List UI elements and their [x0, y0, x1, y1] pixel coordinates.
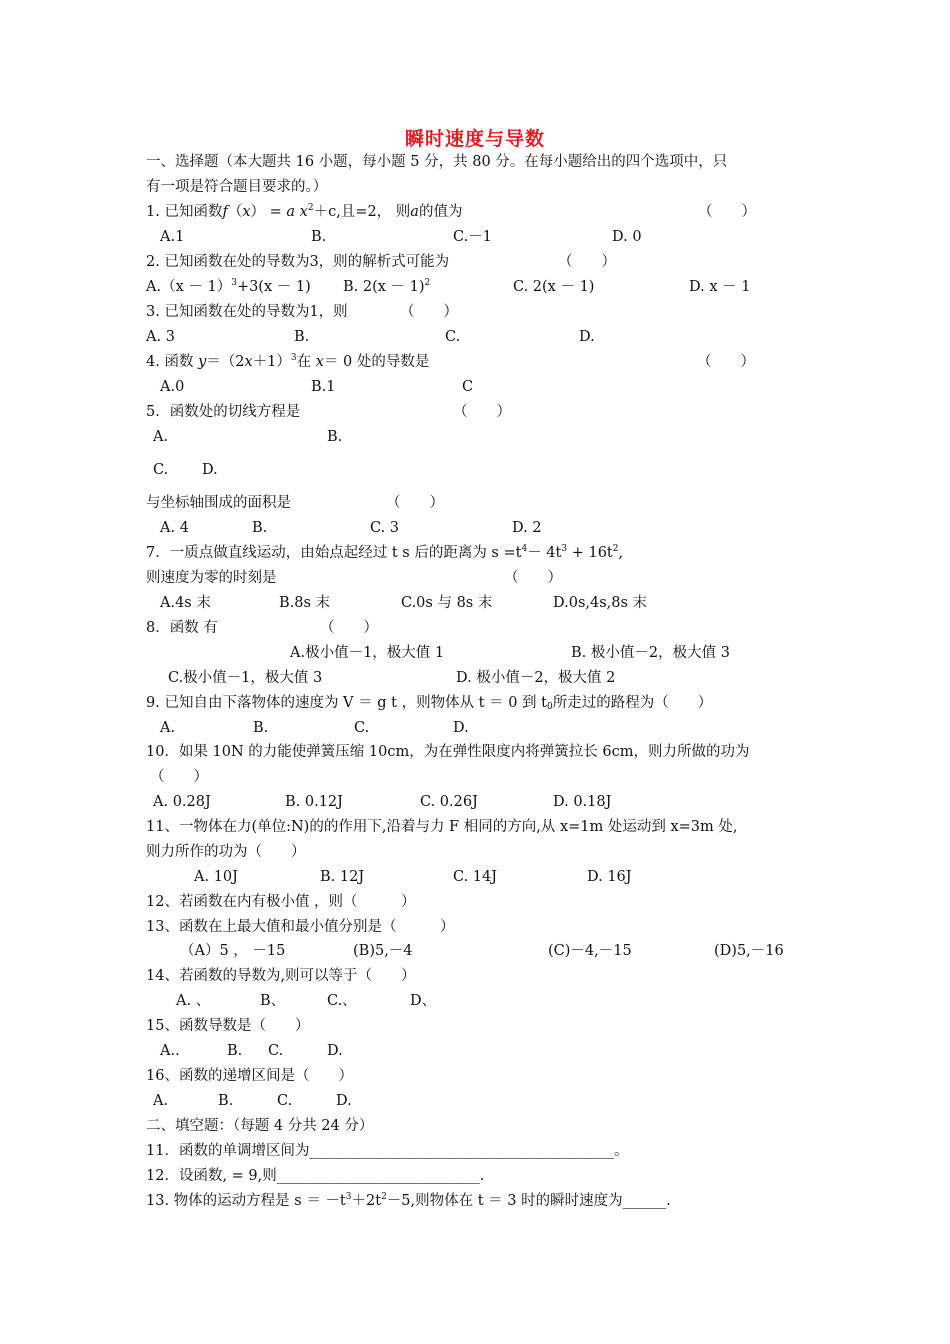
option-b: B.1	[311, 379, 336, 395]
question-12: 12、若函数在内有极小值 ，则（ ）	[146, 894, 416, 910]
option-c: C.－1	[453, 229, 492, 245]
fill-question-13: 13. 物体的运动方程是 $s = -t^3+2t^2-5$,则物体在 t ＝ 3 时的瞬时速度为______.	[146, 1192, 671, 1209]
option-c: C.	[445, 329, 461, 345]
fill-question-11: 11．函数的单调增区间为__________________________________________。	[146, 1143, 629, 1159]
option-b: B. 0.12J	[285, 794, 343, 810]
option-b: B. 极小值－2，极大值 3	[571, 645, 730, 661]
option-b: B.	[311, 229, 327, 245]
question-11-line2: 则力所作的功为（ ）	[146, 844, 306, 860]
option-b: B、	[260, 993, 286, 1009]
question-1: 1. 已知函数f（x） = a $x^2+c$,且=2， 则a的值为	[146, 203, 463, 220]
question-5: 5．函数处的切线方程是	[146, 404, 301, 420]
answer-bracket: （ ）	[400, 304, 458, 320]
option-b: B.	[252, 520, 268, 536]
option-c: C. 2(x － 1)	[513, 279, 595, 295]
question-9: 9. 已知自由下落物体的速度为 V ＝ g t ，则物体从 t ＝ 0 到 $t_0$所走过的路程为（ ）	[146, 695, 713, 712]
option-c: C.、	[327, 993, 357, 1009]
answer-bracket: （ ）	[453, 404, 511, 420]
option-a: A.4s 末	[160, 595, 211, 611]
option-a: A. 4	[160, 520, 189, 536]
answer-bracket: （ ）	[698, 204, 756, 220]
question-13: 13、函数在上最大值和最小值分别是（ ）	[146, 919, 455, 935]
answer-bracket: （ ）	[558, 254, 616, 270]
option-a: A.0	[160, 379, 185, 395]
section1-heading-line1: 一、选择题（本大题共 16 小题，每小题 5 分，共 80 分。在每小题给出的四个选项中，只	[146, 154, 728, 170]
option-b: B.	[227, 1043, 243, 1059]
option-d: D、	[410, 993, 437, 1009]
option-a: （A）5 ， －15	[180, 943, 286, 959]
answer-bracket: （ ）	[150, 769, 208, 785]
option-a: A. 3	[146, 329, 175, 345]
question-2: 2. 已知函数在处的导数为3，则的解析式可能为	[146, 254, 450, 270]
option-d: D. 2	[512, 520, 542, 536]
option-c: C. 0.26J	[420, 794, 478, 810]
option-d: D.	[336, 1093, 352, 1109]
option-b: B.	[327, 429, 343, 445]
option-a: A. 、	[176, 993, 211, 1009]
option-b: B.	[253, 720, 269, 736]
answer-bracket: （ ）	[697, 354, 755, 370]
question-6: 与坐标轴围成的面积是	[146, 495, 291, 511]
fill-question-12: 12．设函数, = 9,则____________________________.	[146, 1168, 485, 1184]
option-d: D. 0.18J	[553, 794, 612, 810]
section2-heading: 二、填空题：（每题 4 分共 24 分）	[146, 1118, 374, 1134]
section1-heading-line2: 有一项是符合题目要求的。）	[146, 179, 328, 195]
answer-bracket: （ ）	[386, 495, 444, 511]
option-d: D.	[327, 1043, 343, 1059]
option-c: C.	[153, 462, 169, 478]
option-a: A.极小值－1，极大值 1	[290, 645, 445, 661]
option-a: A.	[153, 1093, 169, 1109]
question-7: 7．一质点做直线运动，由始点起经过 t s 后的距离为 $s =t^4- 4t^3 + 16t^2$,	[146, 544, 624, 561]
question-16: 16、函数的递增区间是（ ）	[146, 1068, 353, 1084]
option-c: C.	[354, 720, 370, 736]
option-a: A. 10J	[194, 869, 238, 885]
question-14: 14、若函数的导数为,则可以等于（ ）	[146, 968, 416, 984]
option-c: C	[462, 379, 474, 395]
option-c: C.0s 与 8s 末	[401, 595, 493, 611]
question-15: 15、函数导数是（ ）	[146, 1018, 310, 1034]
question-11: 11、一物体在力(单位:N)的的作用下,沿着与力 F 相同的方向,从 x=1m 处运动到 x=3m 处,	[146, 819, 738, 835]
answer-bracket: （ ）	[320, 620, 378, 636]
question-4: 4. 函数 $y=(2x+1)^3$在 x＝ 0 处的导数是	[146, 353, 430, 370]
option-b: B.	[218, 1093, 234, 1109]
question-8: 8．函数 有	[146, 620, 218, 636]
option-d: D.	[453, 720, 469, 736]
option-b: B. $2(x - 1)^2$	[343, 278, 431, 295]
option-b: B.	[294, 329, 310, 345]
option-c: C. 14J	[453, 869, 498, 885]
option-a: A.1	[160, 229, 185, 245]
option-d: D.0s,4s,8s 末	[553, 595, 648, 611]
option-a: A. 0.28J	[153, 794, 211, 810]
option-d: D. 16J	[587, 869, 632, 885]
question-7-line2: 则速度为零的时刻是	[146, 570, 277, 586]
option-d: (D)5,－16	[714, 943, 784, 959]
option-c: C.	[268, 1043, 284, 1059]
option-b: B.8s 末	[279, 595, 331, 611]
answer-bracket: （ ）	[504, 570, 562, 586]
option-c: (C)－4,－15	[548, 943, 632, 959]
option-c: C.极小值－1，极大值 3	[168, 670, 323, 686]
option-d: D. 0	[612, 229, 642, 245]
page-title: 瞬时速度与导数	[404, 128, 545, 150]
question-3: 3. 已知函数在处的导数为1，则	[146, 304, 348, 320]
option-a: A.	[153, 429, 169, 445]
option-a: $A.(x - 1)^3+3(x - 1)$	[146, 278, 311, 295]
option-c: C.	[277, 1093, 293, 1109]
option-b: B. 12J	[320, 869, 365, 885]
option-a: A..	[160, 1043, 180, 1059]
option-b: (B)5,－4	[353, 943, 413, 959]
option-d: D. 极小值－2，极大值 2	[456, 670, 616, 686]
option-a: A.	[160, 720, 176, 736]
option-d: D.	[579, 329, 595, 345]
option-d: D. x － 1	[689, 279, 751, 295]
question-10: 10．如果 10N 的力能使弹簧压缩 10cm，为在弹性限度内将弹簧拉长 6cm，则力所做的功为	[146, 744, 750, 760]
option-d: D.	[202, 462, 218, 478]
option-c: C. 3	[370, 520, 400, 536]
